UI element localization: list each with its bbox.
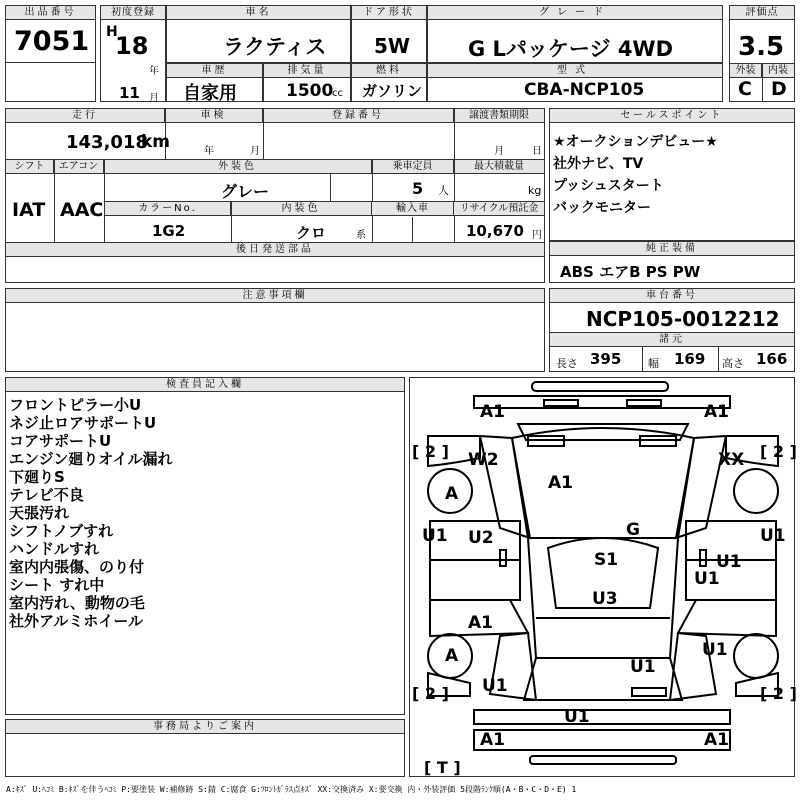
equipment: ABS エアB PS PW: [560, 263, 701, 281]
first-registration-box: [100, 5, 166, 102]
grade: G Lパッケージ 4WD: [468, 37, 674, 61]
damage-mark: U1: [702, 640, 728, 660]
registration-number-label: 登録番号: [263, 109, 454, 123]
inspection-month-unit: 月: [250, 146, 260, 157]
tire-rl-depth: [ 2 ]: [412, 684, 449, 703]
damage-mark: A1: [704, 402, 729, 422]
damage-mark: A1: [468, 613, 493, 633]
history-label: 車歴: [167, 64, 262, 78]
import-label: 輸入車: [372, 202, 454, 216]
damage-code-legend: A:ｷｽﾞ U:ﾍｺﾐ B:ｷｽﾞを伴うﾍｺﾐ P:要塗装 W:補修跡 S:錆 C:腐食 G:ﾌﾛﾝﾄｶﾞﾗｽ点ｷｽﾞ XX:交換済み X:要交換 内・外装評価 5段階ﾗﾝｸ順(A・B・C・D・E) 1: [6, 785, 577, 794]
car-diagram: [410, 378, 796, 778]
inspector-note-line: フロントピラー小U: [9, 396, 142, 414]
sales-point: ★オークションデビュー★: [553, 134, 718, 150]
score-box: [729, 5, 795, 102]
damage-mark: U1: [564, 707, 590, 727]
model: CBA-NCP105: [524, 80, 645, 100]
car-name: ラクティス: [223, 35, 327, 59]
capacity-label: 乗車定員: [372, 160, 454, 174]
km-unit: km: [141, 132, 171, 152]
displacement-box: [263, 63, 351, 102]
lot-number-box: [5, 5, 96, 102]
ac-label: エアコン: [54, 160, 104, 174]
inspector-note-line: 天張汚れ: [9, 504, 70, 522]
height-label: 高さ: [722, 357, 744, 370]
width: 169: [674, 350, 706, 368]
damage-mark: U1: [694, 569, 720, 589]
inspector-notes-label: 検査員記入欄: [6, 378, 404, 392]
tire-fl-depth: [ 2 ]: [412, 442, 449, 461]
interior-label: 内装: [762, 64, 794, 78]
mileage-label: 走行: [6, 109, 165, 123]
damage-mark: W2: [468, 450, 499, 470]
ac: AAC: [60, 199, 104, 221]
model-label: 型式: [428, 64, 722, 78]
doors-label: ドア形状: [352, 6, 426, 20]
chassis-box: [549, 288, 795, 372]
tire-fr-depth: [ 2 ]: [760, 442, 797, 461]
color-number: 1G2: [152, 222, 186, 240]
inspector-note-line: 室内内張傷、のり付: [9, 558, 145, 576]
damage-mark: A1: [480, 730, 505, 750]
inspector-note-line: ネジ止ロアサポートU: [9, 414, 157, 432]
length-label: 長さ: [556, 357, 578, 370]
length: 395: [590, 350, 622, 368]
capacity: 5: [412, 179, 424, 198]
fuel-box: [351, 63, 427, 102]
inspection-label: 車検: [165, 109, 263, 123]
damage-mark: A1: [704, 730, 729, 750]
score: 3.5: [738, 32, 785, 62]
damage-mark: U1: [422, 526, 448, 546]
history-box: [166, 63, 263, 102]
equipment-box: [549, 241, 795, 283]
equipment-label: 純正装備: [550, 242, 794, 256]
era: H: [106, 24, 118, 40]
damage-mark: G: [626, 520, 640, 540]
chassis-number-label: 車台番号: [550, 289, 794, 303]
spare-tire: [ T ]: [424, 758, 461, 777]
load-unit: kg: [528, 184, 542, 197]
month-unit: 月: [149, 93, 159, 104]
inspector-note-line: 室内汚れ、動物の毛: [9, 594, 145, 612]
exterior-color-label: 外装色: [104, 160, 372, 174]
interior-grade: D: [771, 78, 787, 100]
shift: IAT: [12, 199, 46, 221]
car-name-label: 車名: [167, 6, 350, 20]
notes-box: [5, 288, 545, 372]
transfer-month-unit: 月: [494, 146, 504, 157]
displacement-label: 排気量: [264, 64, 350, 78]
damage-mark: S1: [594, 550, 619, 570]
height: 166: [756, 350, 788, 368]
sales-point: バックモニター: [553, 200, 651, 216]
notes-label: 注意事項欄: [6, 289, 544, 303]
score-label: 評価点: [730, 6, 794, 20]
first-reg-year: 18: [115, 32, 149, 60]
damage-mark: U1: [482, 676, 508, 696]
sales-points-box: [549, 108, 795, 241]
doors: 5W: [374, 34, 410, 58]
sales-point: プッシュスタート: [553, 178, 664, 194]
transfer-day-unit: 日: [532, 146, 542, 157]
transfer-docs-label: 譲渡書類期限: [454, 109, 544, 123]
inspector-note-line: エンジン廻りオイル漏れ: [9, 450, 173, 468]
color-number-label: カラーNo.: [105, 202, 231, 216]
inspector-note-line: シート すれ中: [9, 576, 105, 594]
shift-label: シフト: [6, 160, 54, 174]
grade-box: [427, 5, 723, 63]
first-registration-label: 初度登録: [101, 6, 165, 20]
lot-number-label: 出品番号: [6, 6, 95, 20]
sales-point: 社外ナビ、TV: [553, 156, 644, 172]
inspector-note-line: ハンドルすれ: [9, 540, 100, 558]
damage-diagram-box: [409, 377, 795, 777]
inspection-year-unit: 年: [204, 146, 214, 157]
exterior-color: グレー: [221, 182, 270, 201]
damage-mark: U1: [716, 552, 742, 572]
damage-mark: U2: [468, 528, 494, 548]
damage-mark: XX: [718, 450, 745, 470]
model-box: [427, 63, 723, 102]
car-name-box: [166, 5, 351, 63]
cc-unit: cc: [332, 88, 343, 99]
dimensions-label: 諸元: [550, 333, 794, 347]
mileage: 143,018: [66, 132, 148, 153]
doors-box: [351, 5, 427, 63]
damage-mark: A1: [480, 402, 505, 422]
max-load-label: 最大積載量: [454, 160, 544, 174]
damage-mark: U1: [630, 657, 656, 677]
grade-label: グレード: [428, 6, 722, 20]
office-notice-label: 事務局よりご案内: [6, 720, 404, 734]
damage-mark: A: [445, 646, 459, 666]
inspector-note-line: 社外アルミホイール: [9, 612, 144, 630]
damage-mark: A: [445, 484, 459, 504]
inspector-note-line: シフトノブすれ: [9, 522, 114, 540]
capacity-unit: 人: [438, 184, 449, 197]
interior-color: クロ: [296, 224, 327, 242]
inspector-note-line: コアサポートU: [9, 432, 112, 450]
fuel-label: 燃料: [352, 64, 426, 78]
chassis-number: NCP105-0012212: [586, 307, 780, 331]
later-parts-label: 後日発送部品: [6, 243, 544, 257]
history: 自家用: [183, 83, 237, 104]
inspector-note-line: 下廻りS: [9, 468, 65, 486]
vehicle-details-box: [5, 108, 545, 283]
damage-mark: A1: [548, 473, 573, 493]
width-label: 幅: [648, 357, 659, 370]
exterior-label: 外装: [730, 64, 762, 78]
interior-color-label: 内装色: [231, 202, 372, 216]
lot-number: 7051: [14, 26, 90, 57]
tire-rr-depth: [ 2 ]: [760, 684, 797, 703]
inspector-note-line: テレビ不良: [9, 486, 84, 504]
yen-unit: 円: [532, 230, 542, 241]
damage-mark: U3: [592, 589, 618, 609]
office-box: [5, 719, 405, 777]
recycle-deposit-label: リサイクル預託金: [454, 202, 544, 216]
exterior-grade: C: [738, 78, 752, 100]
fuel: ガソリン: [362, 82, 423, 100]
first-reg-month: 11: [119, 84, 140, 102]
displacement: 1500: [286, 81, 334, 101]
damage-mark: U1: [760, 526, 786, 546]
sales-points-label: セールスポイント: [550, 109, 794, 123]
inspector-notes-box: [5, 377, 405, 715]
interior-color-unit: 系: [356, 230, 366, 241]
year-unit: 年: [149, 66, 159, 77]
recycle-deposit: 10,670: [466, 222, 524, 240]
